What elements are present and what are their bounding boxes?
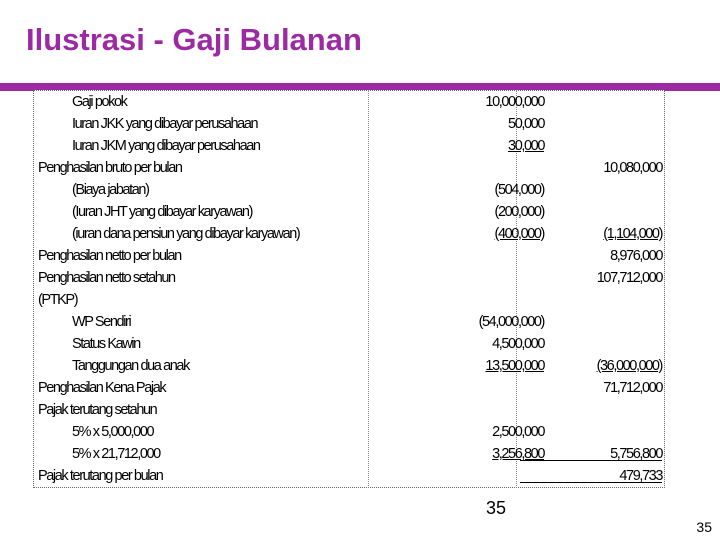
table-row <box>34 421 664 443</box>
row-label: Penghasilan bruto per bulan <box>38 160 182 176</box>
table-row <box>34 201 664 223</box>
row-total: 71,712,000 <box>603 380 662 396</box>
row-total: 107,712,000 <box>596 270 662 286</box>
total-rule <box>520 482 662 483</box>
row-label: Penghasilan Kena Pajak <box>38 380 166 396</box>
table-row <box>34 333 664 355</box>
table-row <box>34 377 664 399</box>
row-total: 10,080,000 <box>603 160 662 176</box>
row-label: 5% x 21,712,000 <box>72 446 160 462</box>
table-row <box>34 157 664 179</box>
table-row <box>34 289 664 311</box>
table-row <box>34 267 664 289</box>
table-row <box>34 179 664 201</box>
row-amount: (200,000) <box>494 204 544 220</box>
row-amount: 3,256,800 <box>492 446 544 462</box>
slide-number: 35 <box>696 519 712 535</box>
row-amount: 50,000 <box>508 116 544 132</box>
row-label: Pajak terutang setahun <box>38 402 157 418</box>
row-label: (PTKP) <box>38 292 78 308</box>
row-label: Status Kawin <box>72 336 140 352</box>
table-row <box>34 245 664 267</box>
row-label: Tanggungan dua anak <box>72 358 189 374</box>
row-amount: 4,500,000 <box>492 336 544 352</box>
row-total: 479,733 <box>619 468 662 484</box>
row-label: 5% x 5,000,000 <box>72 424 154 440</box>
row-total: 8,976,000 <box>610 248 662 264</box>
row-label: Gaji pokok <box>72 94 127 110</box>
subtotal-rule <box>520 460 662 461</box>
row-label: (iuran dana pensiun yang dibayar karyawan) <box>72 226 300 242</box>
row-label: Penghasilan netto per bulan <box>38 248 181 264</box>
row-amount: 10,000,000 <box>485 94 544 110</box>
table-row <box>34 135 664 157</box>
table-row <box>34 113 664 135</box>
row-total: (36,000,000) <box>596 358 662 374</box>
table-row <box>34 399 664 421</box>
row-label: Iuran JKK yang dibayar perusahaan <box>72 116 258 132</box>
table-row <box>34 465 664 487</box>
row-label: Penghasilan netto setahun <box>38 270 175 286</box>
row-label: (Iuran JHT yang dibayar karyawan) <box>72 204 252 220</box>
row-amount: (54,000,000) <box>478 314 544 330</box>
table-row <box>34 223 664 245</box>
page-number: 35 <box>486 498 507 518</box>
table-row <box>34 355 664 377</box>
row-amount: (504,000) <box>494 182 544 198</box>
row-amount: (400,000) <box>494 226 544 242</box>
slide-title: Ilustrasi - Gaji Bulanan <box>26 22 362 57</box>
table-row <box>34 311 664 333</box>
row-label: Pajak terutang per bulan <box>38 468 163 484</box>
table-row <box>34 443 664 465</box>
row-label: (Biaya jabatan) <box>72 182 149 198</box>
row-amount: 30,000 <box>508 138 544 154</box>
row-amount: 13,500,000 <box>485 358 544 374</box>
row-label: WP Sendiri <box>72 314 131 330</box>
row-total: 5,756,800 <box>610 446 662 462</box>
table-row <box>34 91 664 113</box>
row-amount: 2,500,000 <box>492 424 544 440</box>
row-label: Iuran JKM yang dibayar perusahaan <box>72 138 260 154</box>
row-total: (1,104,000) <box>603 226 662 242</box>
